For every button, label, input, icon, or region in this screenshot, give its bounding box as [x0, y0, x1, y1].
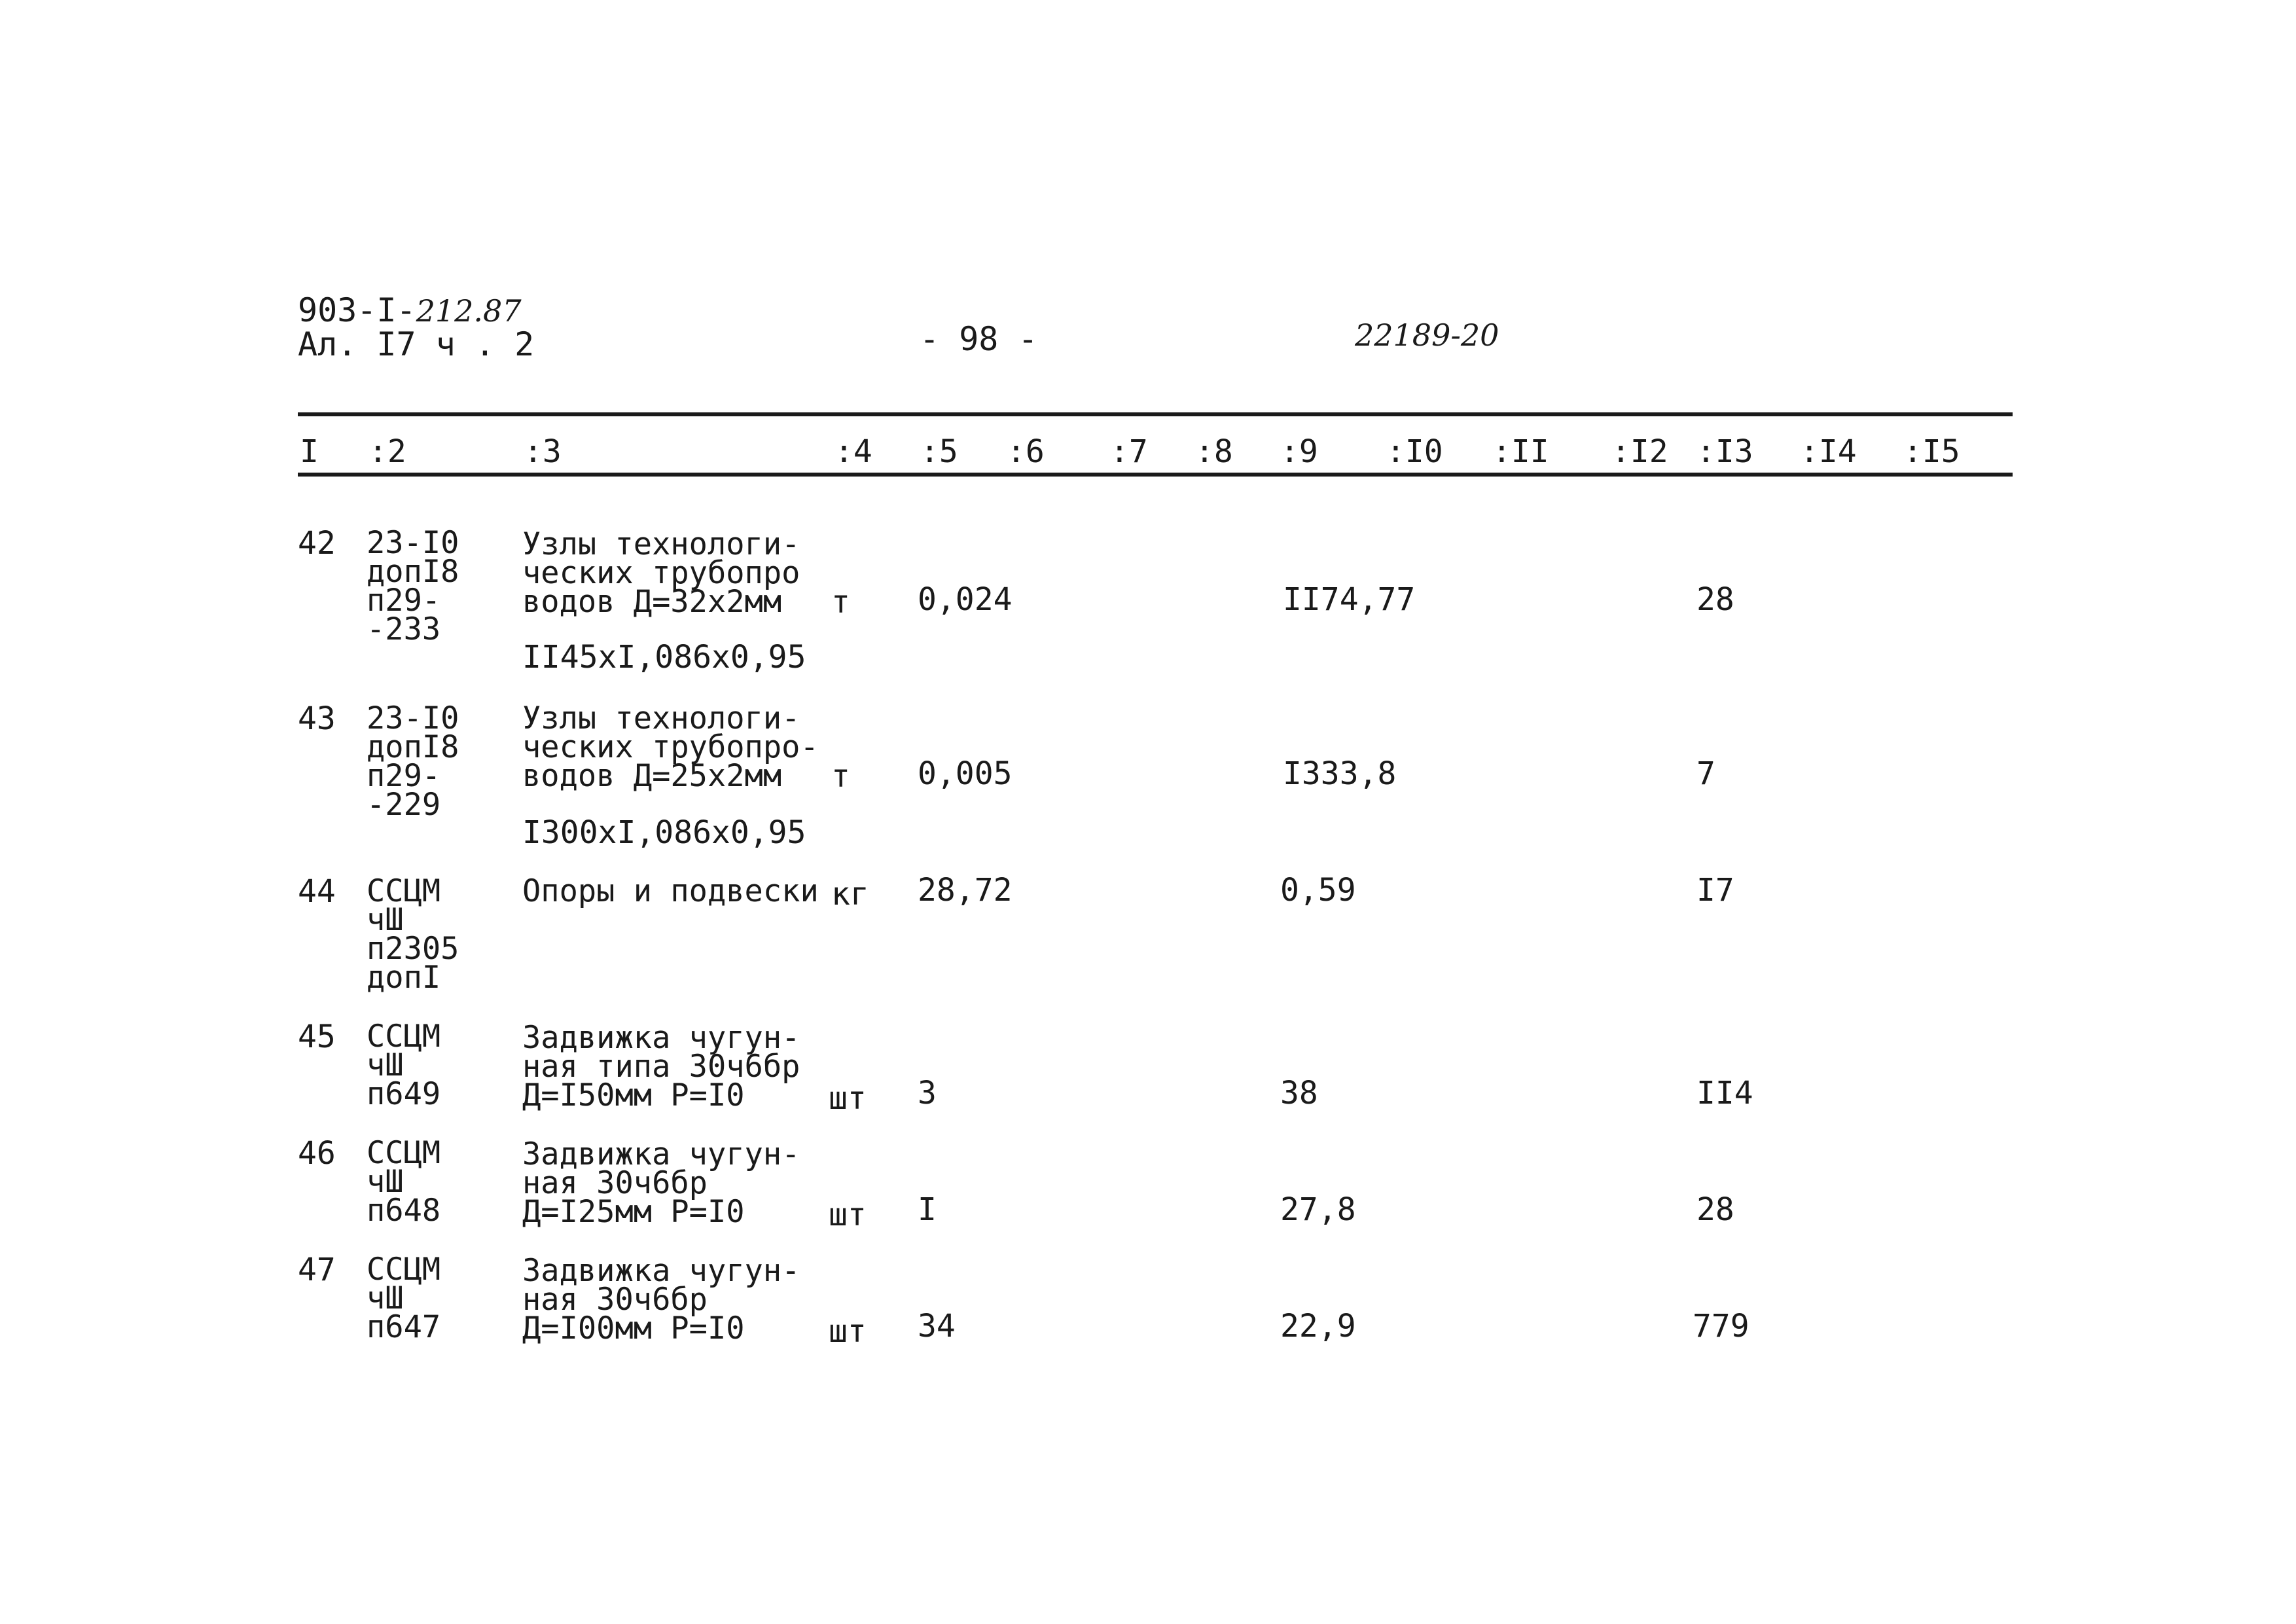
row-43-unit: т — [831, 758, 850, 795]
row-42-price: II74,77 — [1283, 581, 1416, 618]
row-45-desc-line-2: ная типа 30ч6бр — [522, 1049, 800, 1085]
row-44-price: 0,59 — [1280, 872, 1356, 909]
row-46-quantity: I — [918, 1191, 937, 1228]
document-code — [298, 292, 522, 329]
row-42-desc-line-2: ческих трубопро — [522, 555, 800, 591]
row-43-desc-line-3: водов Д=25х2мм — [522, 758, 782, 794]
column-header-8: :8 — [1195, 433, 1233, 470]
row-44-description — [522, 873, 819, 909]
row-43-code-line-3: п29- — [367, 758, 441, 794]
row-42-number: 42 — [298, 525, 336, 562]
row-42-code-line-2: допI8 — [367, 554, 459, 590]
row-45-price: 38 — [1280, 1075, 1318, 1111]
column-header-3: :3 — [524, 433, 562, 470]
column-header-7: :7 — [1110, 433, 1148, 470]
row-45-desc-line-3: Д=I50мм Р=I0 — [522, 1077, 745, 1113]
row-45-quantity: 3 — [918, 1075, 937, 1111]
row-43-quantity: 0,005 — [918, 755, 1013, 792]
row-43-code-line-4: -229 — [367, 787, 441, 823]
row-47-code-line-2: чШ — [367, 1280, 404, 1316]
column-header-2: :2 — [368, 433, 406, 470]
row-46-total: 28 — [1696, 1191, 1734, 1228]
document-code-printed: 903-I- — [298, 291, 416, 329]
row-42-code-line-4: -233 — [367, 611, 441, 647]
column-header-4: :4 — [834, 433, 872, 470]
column-header-13: :I3 — [1696, 433, 1753, 470]
row-47-unit: шт — [829, 1313, 867, 1350]
row-42-code-line-1: 23-I0 — [367, 525, 459, 561]
row-44-total: I7 — [1696, 872, 1734, 909]
row-45-code — [367, 1019, 441, 1112]
album-line: Ал. I7 ч . 2 — [298, 325, 535, 363]
column-header-10: :I0 — [1386, 433, 1443, 470]
row-47-price: 22,9 — [1280, 1308, 1356, 1344]
row-42-unit: т — [831, 584, 850, 621]
table-top-rule — [298, 412, 2013, 416]
row-42-desc-line-1: Узлы технологи- — [522, 526, 800, 562]
document-number: 22189-20 — [1355, 317, 1499, 353]
row-46-code — [367, 1135, 441, 1229]
row-45-unit: шт — [829, 1080, 867, 1117]
column-header-11: :II — [1492, 433, 1549, 470]
row-47-number: 47 — [298, 1252, 336, 1288]
row-46-code-line-1: ССЦМ — [367, 1135, 441, 1171]
row-44-code — [367, 873, 459, 996]
row-43-code-line-1: 23-I0 — [367, 700, 459, 736]
row-43-code — [367, 700, 459, 823]
row-47-code-line-1: ССЦМ — [367, 1252, 441, 1288]
row-43-desc-line-2: ческих трубопро- — [522, 729, 819, 765]
row-45-total: II4 — [1696, 1075, 1753, 1111]
row-46-desc-line-1: Задвижка чугун- — [522, 1136, 800, 1172]
table-header-rule — [298, 473, 2013, 477]
column-header-12: :I2 — [1611, 433, 1668, 470]
row-46-desc-line-3: Д=I25мм Р=I0 — [522, 1194, 745, 1230]
row-47-code-line-3: п647 — [367, 1309, 441, 1345]
row-47-quantity: 34 — [918, 1308, 956, 1344]
row-47-desc-line-2: ная 30ч6бр — [522, 1282, 708, 1318]
row-46-code-line-3: п648 — [367, 1193, 441, 1229]
row-43-price: I333,8 — [1283, 755, 1397, 792]
row-44-code-line-1: ССЦМ — [367, 873, 441, 909]
column-header-6: :6 — [1007, 433, 1045, 470]
column-header-9: :9 — [1280, 433, 1318, 470]
row-44-code-line-4: допI — [367, 960, 441, 996]
row-43-code-line-2: допI8 — [367, 729, 459, 765]
row-45-desc-line-1: Задвижка чугун- — [522, 1020, 800, 1056]
row-45-number: 45 — [298, 1019, 336, 1055]
row-47-desc-line-3: Д=I00мм Р=I0 — [522, 1310, 745, 1346]
row-43-formula: I300xI,086x0,95 — [522, 814, 806, 851]
page-number: - 98 - — [920, 320, 1038, 358]
row-46-code-line-2: чШ — [367, 1164, 404, 1200]
row-44-unit: кг — [831, 876, 869, 912]
row-42-formula: II45xI,086x0,95 — [522, 639, 806, 676]
row-45-description — [522, 1020, 800, 1113]
row-45-code-line-3: п649 — [367, 1076, 441, 1112]
row-46-description — [522, 1136, 800, 1230]
row-47-total: 779 — [1693, 1308, 1749, 1344]
row-44-desc-line-1: Опоры и подвески — [522, 873, 819, 909]
column-header-14: :I4 — [1800, 433, 1857, 470]
row-43-total: 7 — [1696, 755, 1715, 792]
document-code-handwritten: 212.87 — [416, 293, 522, 329]
row-44-quantity: 28,72 — [918, 872, 1013, 909]
row-42-description — [522, 526, 800, 620]
row-42-quantity: 0,024 — [918, 581, 1013, 618]
column-header-15: :I5 — [1903, 433, 1960, 470]
row-42-desc-line-3: водов Д=32х2мм — [522, 584, 782, 620]
row-42-code-line-3: п29- — [367, 583, 441, 619]
row-44-number: 44 — [298, 873, 336, 910]
row-46-desc-line-2: ная 30ч6бр — [522, 1165, 708, 1201]
row-46-number: 46 — [298, 1135, 336, 1172]
row-43-number: 43 — [298, 700, 336, 737]
column-header-1: I — [300, 433, 319, 470]
row-43-description — [522, 700, 819, 794]
row-44-code-line-3: п2305 — [367, 931, 459, 967]
row-46-unit: шт — [829, 1197, 867, 1233]
row-47-desc-line-1: Задвижка чугун- — [522, 1253, 800, 1289]
row-45-code-line-2: чШ — [367, 1047, 404, 1083]
row-47-code — [367, 1252, 441, 1345]
row-47-description — [522, 1253, 800, 1346]
row-42-total: 28 — [1696, 581, 1734, 618]
row-46-price: 27,8 — [1280, 1191, 1356, 1228]
row-44-code-line-2: чШ — [367, 902, 404, 938]
column-header-5: :5 — [920, 433, 958, 470]
row-42-code — [367, 525, 459, 647]
row-45-code-line-1: ССЦМ — [367, 1019, 441, 1055]
row-43-desc-line-1: Узлы технологи- — [522, 700, 800, 736]
